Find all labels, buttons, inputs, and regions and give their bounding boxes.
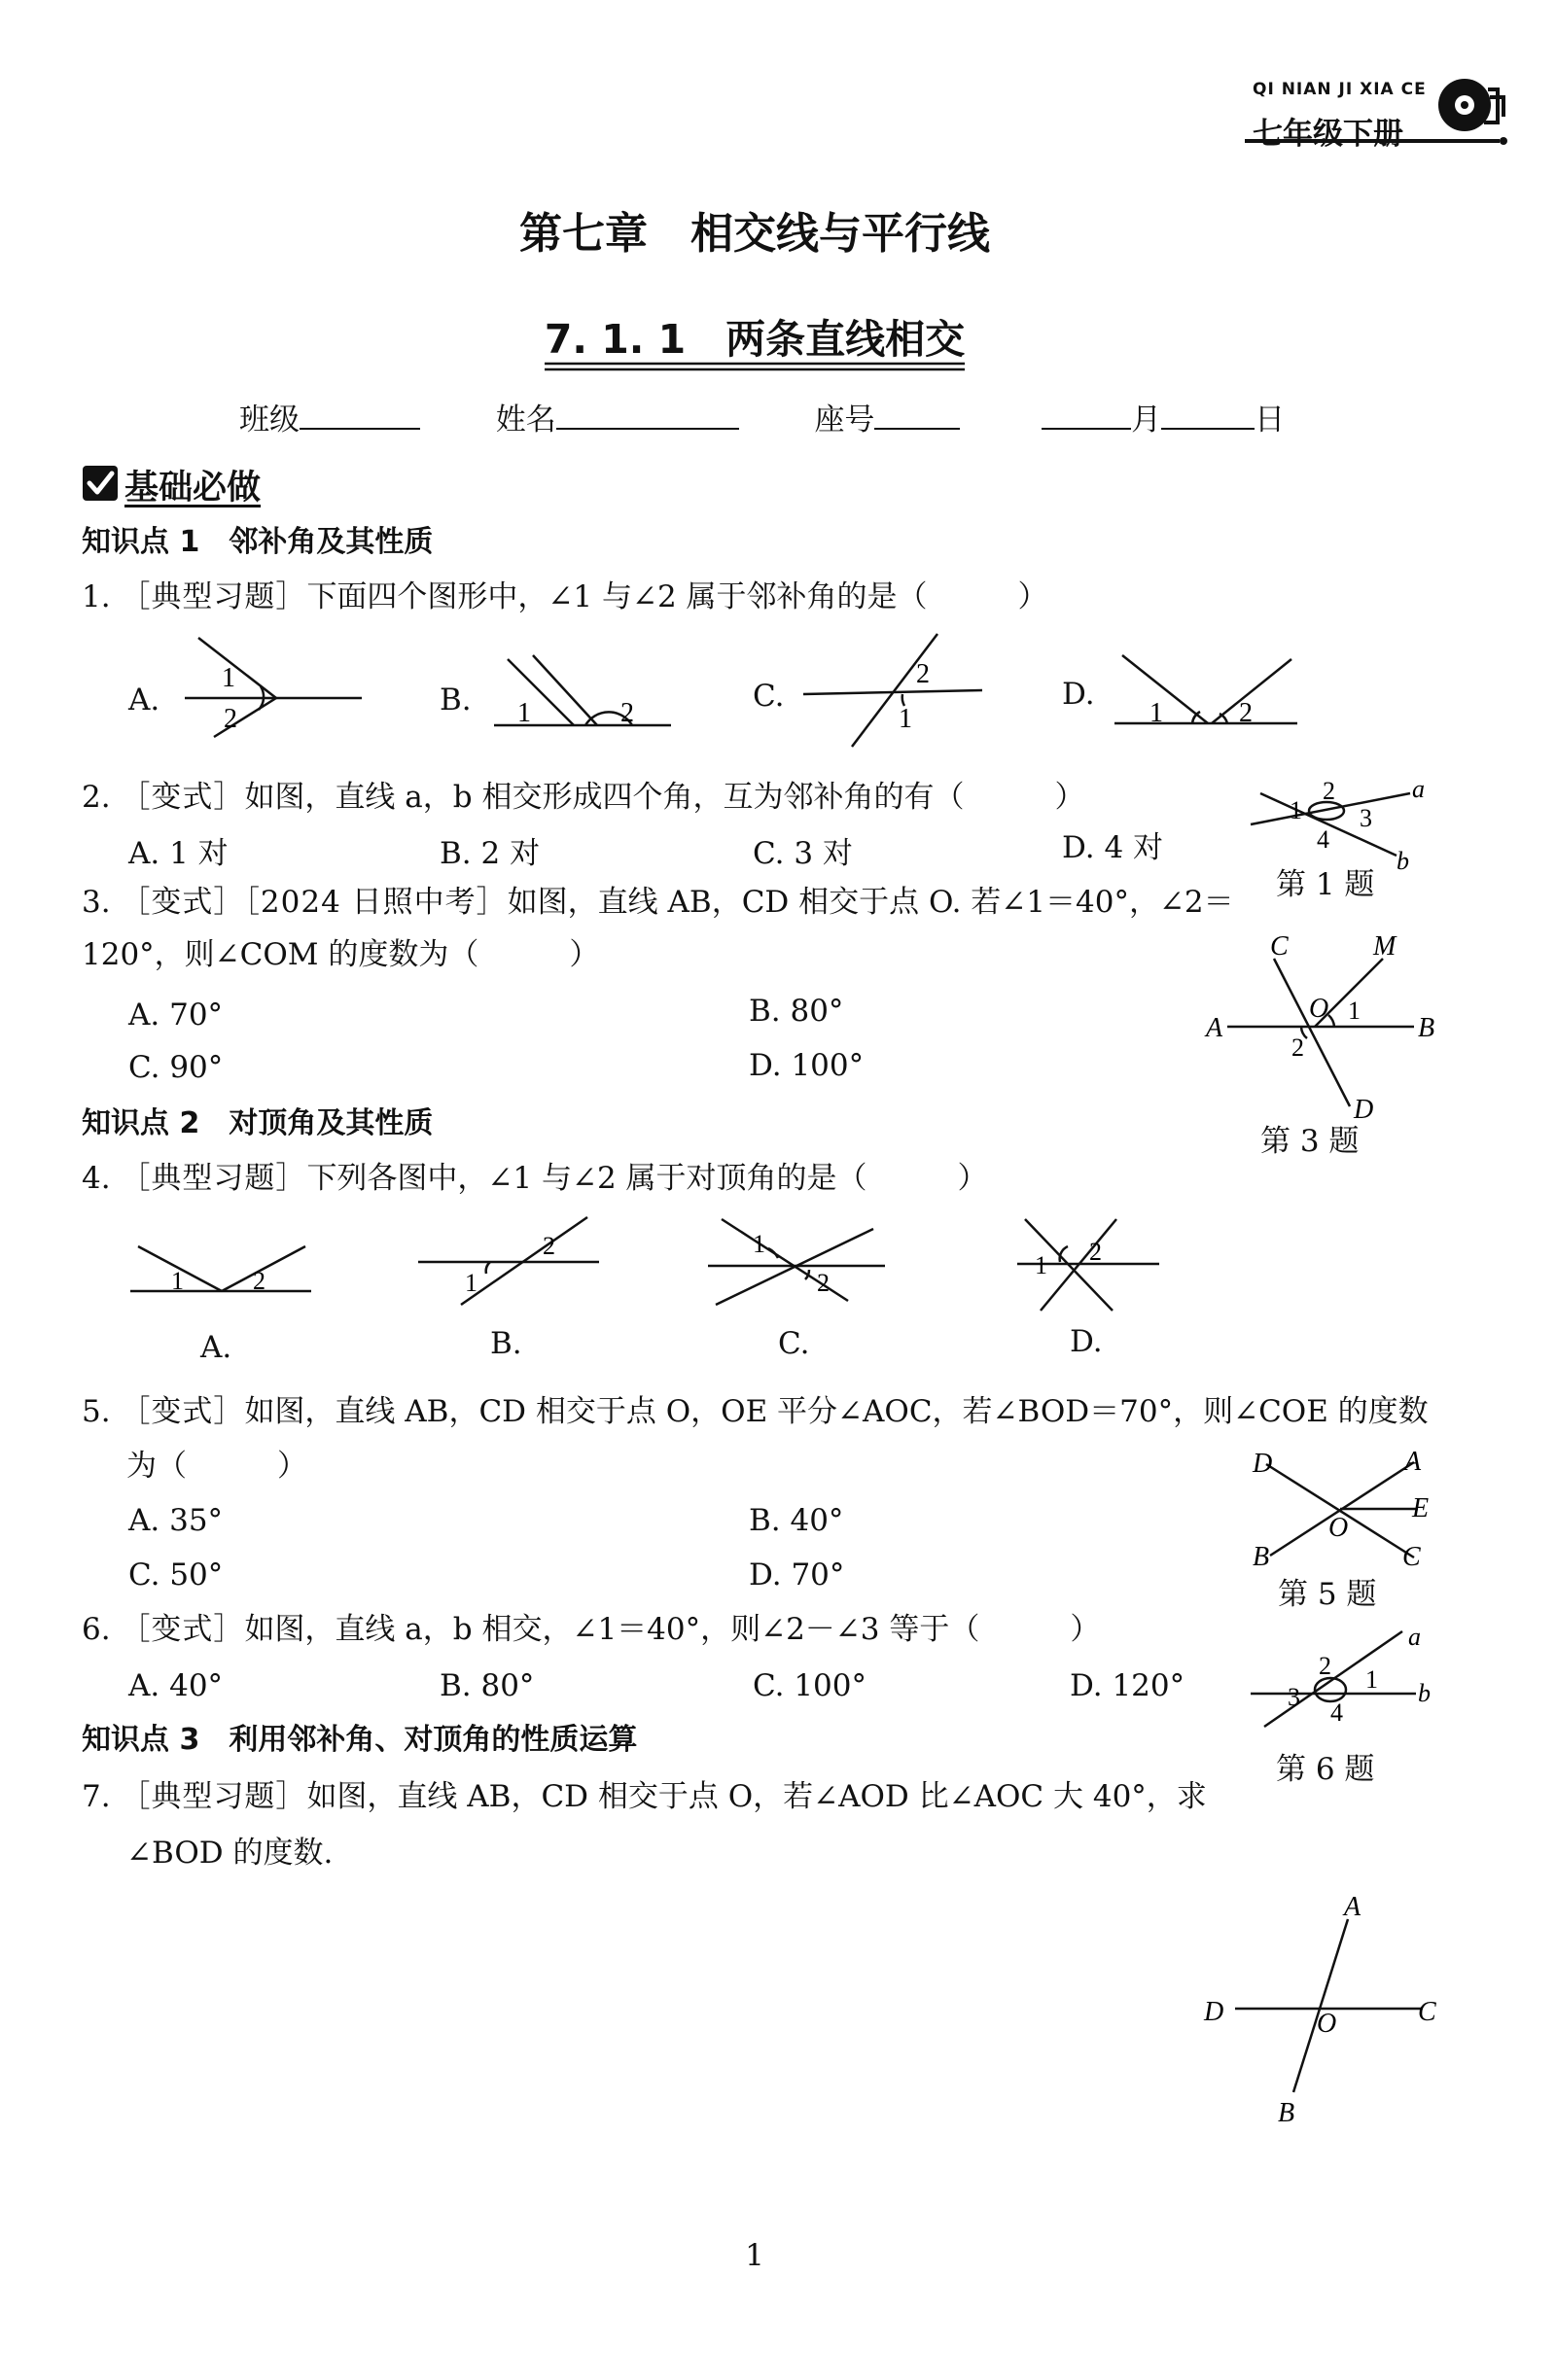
- q1-figure-d[interactable]: [1109, 644, 1313, 737]
- q2-option-c[interactable]: C. 3 对: [753, 836, 853, 871]
- student-info-row: [239, 401, 1285, 439]
- day-blank[interactable]: [1161, 402, 1255, 430]
- q4-stem: 4. ［典型习题］下列各图中，∠1 与∠2 属于对顶角的是（ ）: [82, 1161, 988, 1196]
- q1-option-d-label[interactable]: D.: [1062, 677, 1095, 712]
- line-b-label: b: [1397, 847, 1409, 875]
- q4-figure-a[interactable]: [124, 1227, 319, 1305]
- header-pinyin: QI NIAN JI XIA CE: [1253, 80, 1427, 99]
- line-b-label: b: [1418, 1679, 1431, 1707]
- seat-blank[interactable]: [874, 402, 960, 430]
- q5-option-a[interactable]: A. 35°: [128, 1503, 224, 1538]
- q1-stem: 1. ［典型习题］下面四个图形中，∠1 与∠2 属于邻补角的是（ ）: [82, 579, 1048, 614]
- q3-option-a[interactable]: A. 70°: [128, 998, 224, 1032]
- angle-3-label: 3: [1288, 1683, 1300, 1711]
- point-e-label: E: [1412, 1493, 1430, 1523]
- angle-2-label: 2: [1089, 1238, 1102, 1266]
- q6-option-c[interactable]: C. 100°: [753, 1668, 866, 1703]
- angle-1-label: 1: [517, 698, 531, 728]
- page-number: 1: [745, 2238, 764, 2273]
- q1-figure-b[interactable]: [486, 642, 681, 739]
- q4-figure-c[interactable]: [702, 1209, 897, 1312]
- seat-label: 座号: [814, 402, 875, 438]
- chapter-title: 第七章 相交线与平行线: [519, 209, 990, 259]
- q5-figure: [1247, 1449, 1441, 1577]
- point-o-label: O: [1328, 1513, 1349, 1543]
- angle-1-label: 1: [1035, 1251, 1047, 1279]
- point-o-label: O: [1309, 994, 1329, 1024]
- angle-2-label: 2: [817, 1269, 830, 1297]
- angle-2-label: 2: [1323, 777, 1335, 805]
- point-b-label: B: [1418, 1013, 1435, 1043]
- point-b-label: B: [1253, 1542, 1270, 1572]
- q2-option-a[interactable]: A. 1 对: [128, 836, 229, 871]
- q1-option-b-label[interactable]: B.: [440, 682, 472, 718]
- q2-option-b[interactable]: B. 2 对: [440, 836, 541, 871]
- q4-option-d-label[interactable]: D.: [1070, 1324, 1103, 1359]
- point-m-label: M: [1373, 933, 1397, 962]
- angle-1-label: 1: [465, 1269, 477, 1297]
- point-d-label: D: [1354, 1095, 1374, 1125]
- q3-stem-line2: 120°，则∠COM 的度数为（ ）: [82, 937, 600, 972]
- name-label: 姓名: [495, 402, 556, 438]
- q2-stem: 2. ［变式］如图，直线 a，b 相交形成四个角，互为邻补角的有（ ）: [82, 780, 1085, 815]
- angle-2-label: 2: [620, 698, 634, 728]
- point-a-label: A: [1344, 1892, 1362, 1922]
- q6-option-b[interactable]: B. 80°: [440, 1668, 535, 1703]
- q5-option-c[interactable]: C. 50°: [128, 1558, 224, 1592]
- line-a-label: a: [1408, 1623, 1421, 1651]
- point-c-label: C: [1402, 1542, 1421, 1572]
- point-d-label: D: [1253, 1449, 1273, 1479]
- point-a-label: A: [1206, 1013, 1223, 1043]
- day-label: 日: [1255, 402, 1286, 438]
- angle-2-label: 2: [1291, 1033, 1304, 1062]
- angle-1-label: 1: [1149, 698, 1163, 728]
- q2-option-d[interactable]: D. 4 对: [1062, 830, 1164, 865]
- class-blank[interactable]: [300, 402, 420, 430]
- angle-2-label: 2: [224, 704, 237, 734]
- q7-stem-line1: 7. ［典型习题］如图，直线 AB，CD 相交于点 O，若∠AOD 比∠AOC 大 40°，求: [82, 1779, 1207, 1814]
- point-a-label: A: [1404, 1449, 1422, 1477]
- angle-2-label: 2: [1319, 1652, 1331, 1680]
- q5-figure-caption: 第 5 题: [1278, 1577, 1377, 1612]
- q1-figure-a[interactable]: [175, 632, 370, 739]
- q5-option-b[interactable]: B. 40°: [749, 1503, 844, 1538]
- class-label: 班级: [239, 402, 300, 438]
- q6-figure-caption: 第 6 题: [1276, 1752, 1375, 1787]
- q5-stem-line2: 为（ ）: [126, 1449, 307, 1484]
- q6-figure: [1245, 1622, 1439, 1731]
- q4-option-b-label[interactable]: B.: [490, 1326, 522, 1361]
- q3-option-d[interactable]: D. 100°: [749, 1048, 865, 1083]
- point-d-label: D: [1204, 1997, 1224, 2027]
- angle-4-label: 4: [1317, 825, 1329, 854]
- section-title: 7. 1. 1 两条直线相交: [544, 316, 966, 363]
- checkbox-checked-icon: [82, 465, 119, 502]
- header-grade: 七年级下册: [1253, 117, 1403, 152]
- month-blank[interactable]: [1042, 402, 1131, 430]
- angle-1-label: 1: [753, 1230, 765, 1258]
- q3-figure-caption: 第 3 题: [1260, 1124, 1360, 1159]
- knowledge-point-1: 知识点 1 邻补角及其性质: [82, 525, 434, 559]
- angle-3-label: 3: [1360, 804, 1372, 832]
- q7-figure: [1196, 1886, 1449, 2129]
- angle-4-label: 4: [1330, 1698, 1343, 1727]
- point-c-label: C: [1270, 933, 1289, 962]
- point-o-label: O: [1317, 2009, 1337, 2039]
- line-a-label: a: [1412, 775, 1425, 803]
- q7-stem-line2: ∠BOD 的度数.: [126, 1836, 334, 1871]
- q2-figure: [1245, 768, 1439, 875]
- q1-option-c-label[interactable]: C.: [753, 679, 785, 714]
- point-c-label: C: [1418, 1997, 1436, 2027]
- angle-2-label: 2: [253, 1267, 265, 1295]
- angle-1-label: 1: [1290, 796, 1302, 824]
- q5-option-d[interactable]: D. 70°: [749, 1558, 845, 1592]
- q6-stem: 6. ［变式］如图，直线 a，b 相交，∠1＝40°，则∠2－∠3 等于（ ）: [82, 1612, 1101, 1647]
- knowledge-point-3: 知识点 3 利用邻补角、对顶角的性质运算: [82, 1723, 638, 1757]
- tape-recorder-icon: [1433, 70, 1511, 140]
- q3-option-b[interactable]: B. 80°: [749, 994, 844, 1029]
- q3-stem-line1: 3. ［变式］［2024 日照中考］如图，直线 AB，CD 相交于点 O. 若∠1＝40°，∠2＝: [82, 885, 1234, 920]
- q1-figure-c[interactable]: [797, 628, 992, 751]
- angle-1-label: 1: [1348, 997, 1361, 1025]
- q1-figure-caption: 第 1 题: [1276, 867, 1375, 902]
- q5-stem-line1: 5. ［变式］如图，直线 AB，CD 相交于点 O，OE 平分∠AOC，若∠BOD＝70°，则∠COE 的度数: [82, 1394, 1429, 1429]
- q4-option-a-label[interactable]: A.: [200, 1330, 232, 1365]
- knowledge-point-2: 知识点 2 对顶角及其性质: [82, 1106, 434, 1140]
- name-blank[interactable]: [556, 402, 739, 430]
- point-b-label: B: [1278, 2098, 1295, 2128]
- q6-option-d[interactable]: D. 120°: [1070, 1668, 1185, 1703]
- month-label: 月: [1131, 402, 1162, 438]
- angle-1-label: 1: [222, 663, 235, 693]
- q3-option-c[interactable]: C. 90°: [128, 1050, 224, 1085]
- part-title: 基础必做: [124, 469, 262, 508]
- angle-1-label: 1: [899, 704, 912, 734]
- q4-figure-b[interactable]: [412, 1211, 607, 1309]
- section-title-underline: [545, 362, 965, 371]
- q6-option-a[interactable]: A. 40°: [128, 1668, 224, 1703]
- angle-1-label: 1: [1365, 1665, 1378, 1694]
- angle-2-label: 2: [1239, 698, 1253, 728]
- q4-option-c-label[interactable]: C.: [778, 1326, 810, 1361]
- angle-2-label: 2: [543, 1232, 555, 1260]
- angle-2-label: 2: [916, 659, 930, 689]
- q4-figure-d[interactable]: [1011, 1211, 1167, 1314]
- q3-figure: [1192, 933, 1445, 1128]
- angle-1-label: 1: [171, 1267, 184, 1295]
- q1-option-a-label[interactable]: A.: [128, 682, 160, 718]
